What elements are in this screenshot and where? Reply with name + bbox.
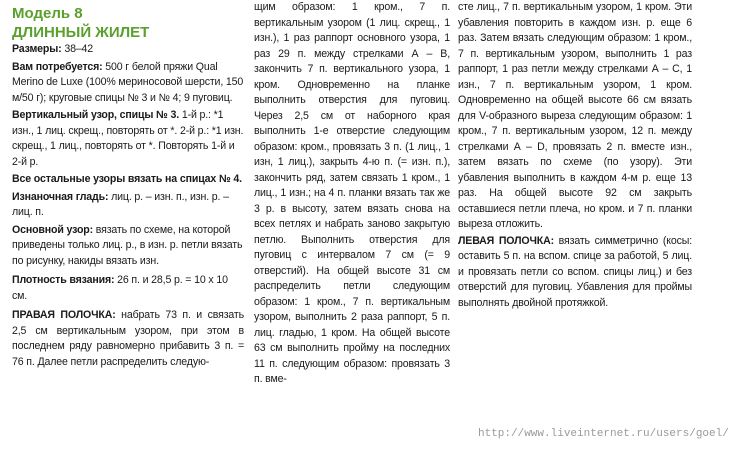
sizes-value: 38–42 bbox=[61, 43, 94, 55]
column-1 bbox=[12, 4, 244, 449]
main-pattern-label: Основной узор: bbox=[12, 223, 93, 236]
right-front-continued-paragraph: щим образом: 1 кром., 7 п. вертикальным узором (1 лиц. скрещ., 1 изн.), 1 раз раппорт основного узора, 1 раз 29 п. между стрелками А – В, закончить 7 п. вертикального узора, 1 кром. Одновременно на планке выполнить отверстия для пуговиц. Через 2,5 см от наборного края выполнить 1-е отверстие следующим образом: кром., провязать 3 п. (1 лиц., 1 изн, 1 лиц.), закрыть 4-ю п. (= изн. п.), закончить ряд, затем связать 1 кром., 1 лиц., 1 изн.; на 4 п. планки вязать так же 3 р. в высоту, затем вязать снова на всех петлях и набрать заново закрытую петлю. Выполнить отверстия для пуговиц с интервалом 7 см (= 9 отверстий). На общей высоте 31 см распределить петли следующим образом: 1 кром., 7 п. вертикальным узором, выполнить 2 раза раппорт, 5 п. лиц. гладью, 1 кром. На общей высоте 63 см выполнить пройму на последних 11 п. следующим образом: провязать 3 п. вме- bbox=[254, 1, 450, 385]
column-3 bbox=[458, 0, 692, 449]
main-pattern-value: вязать по схеме, на которой приведены только лиц. р., в изн. р. петли вязать по рисунку, накиды вязать изн. bbox=[12, 223, 243, 267]
vertical-pattern-label: Вертикальный узор, спицы № 3. bbox=[12, 109, 180, 121]
gauge-paragraph bbox=[12, 273, 244, 304]
left-front-value: вязать симметрично (косы: оставить 5 п. на вспом. спице за работой, 5 лиц. и провязать петли со вспом. спицы лиц.) и без отверстий для пуговиц. Убавления для проймы выполнять двойной протяжкой. bbox=[458, 234, 692, 309]
vertical-pattern-value: 1-й р.: *1 изн., 1 лиц. скрещ., повторять от *. 2-й р.: *1 изн. скрещ., 1 лиц., повторять от *. Повторять 1-й и 2-й р. bbox=[12, 109, 244, 168]
main-pattern-paragraph bbox=[12, 223, 244, 270]
gauge-value: 26 п. и 28,5 р. = 10 х 10 см. bbox=[12, 274, 228, 302]
left-front-paragraph bbox=[458, 234, 692, 312]
right-front-value: набрать 73 п. и связать 2,5 см вертикальным узором, при этом в последнем ряду равномерно прибавить 3 п. = 76 п. Далее петли распределить следую- bbox=[12, 309, 244, 368]
purl-stitch-value: лиц. р. – изн. п., изн. р. – лиц. п. bbox=[12, 190, 229, 218]
materials-value: 500 г белой пряжи Qual Merino de Luxe (100% мериносовой шерсти, 150 м/50 г); круговые спицы № 3 и № 4; 9 пуговиц. bbox=[12, 60, 244, 104]
model-name-heading: ДЛИННЫЙ ЖИЛЕТ bbox=[12, 24, 150, 41]
other-patterns-paragraph bbox=[12, 172, 244, 188]
gauge-label: Плотность вязания: bbox=[12, 274, 115, 286]
materials-paragraph bbox=[12, 60, 244, 107]
right-front-paragraph bbox=[12, 308, 244, 370]
source-watermark: http://www.liveinternet.ru/users/goel/ bbox=[478, 428, 729, 440]
purl-stitch-paragraph bbox=[12, 190, 244, 221]
vertical-pattern-paragraph bbox=[12, 108, 244, 170]
model-number-heading: Модель 8 bbox=[12, 5, 83, 22]
column-2 bbox=[254, 0, 450, 449]
right-front-label: ПРАВАЯ ПОЛОЧКА: bbox=[12, 309, 116, 321]
right-front-end-paragraph: сте лиц., 7 п. вертикальным узором, 1 кром. Эти убавления повторить в каждом изн. р. еще 6 раз. Затем вязать следующим образом: 1 кром., 7 п. вертикальным узором, выполнить 1 раз раппорт, 1 раз петли между стрелками А – С, 1 изн., 7 п. вертикальным узором, 1 кром. Одновременно на общей высоте 66 см вязать для V-образного выреза следующим образом: 1 кром., 7 п. вертикальным узором, 12 п. между стрелками А – D, провязать 2 п. вместе изн., затем вязать по схеме (по узору). Эти убавления выполнить в каждом 4-м р. еще 13 раз. На общей высоте 92 см закрыть оставшиеся петли плеча, но кром. и 7 п. планки выреза отложить. bbox=[458, 1, 692, 230]
materials-label: Вам потребуется: bbox=[12, 60, 103, 73]
purl-stitch-label: Изнаночная гладь: bbox=[12, 190, 109, 203]
sizes-paragraph bbox=[12, 42, 244, 58]
sizes-label: Размеры: bbox=[12, 43, 62, 55]
other-patterns-label: Все остальные узоры вязать на спицах № 4. bbox=[12, 173, 242, 185]
left-front-label: ЛЕВАЯ ПОЛОЧКА: bbox=[458, 234, 554, 247]
